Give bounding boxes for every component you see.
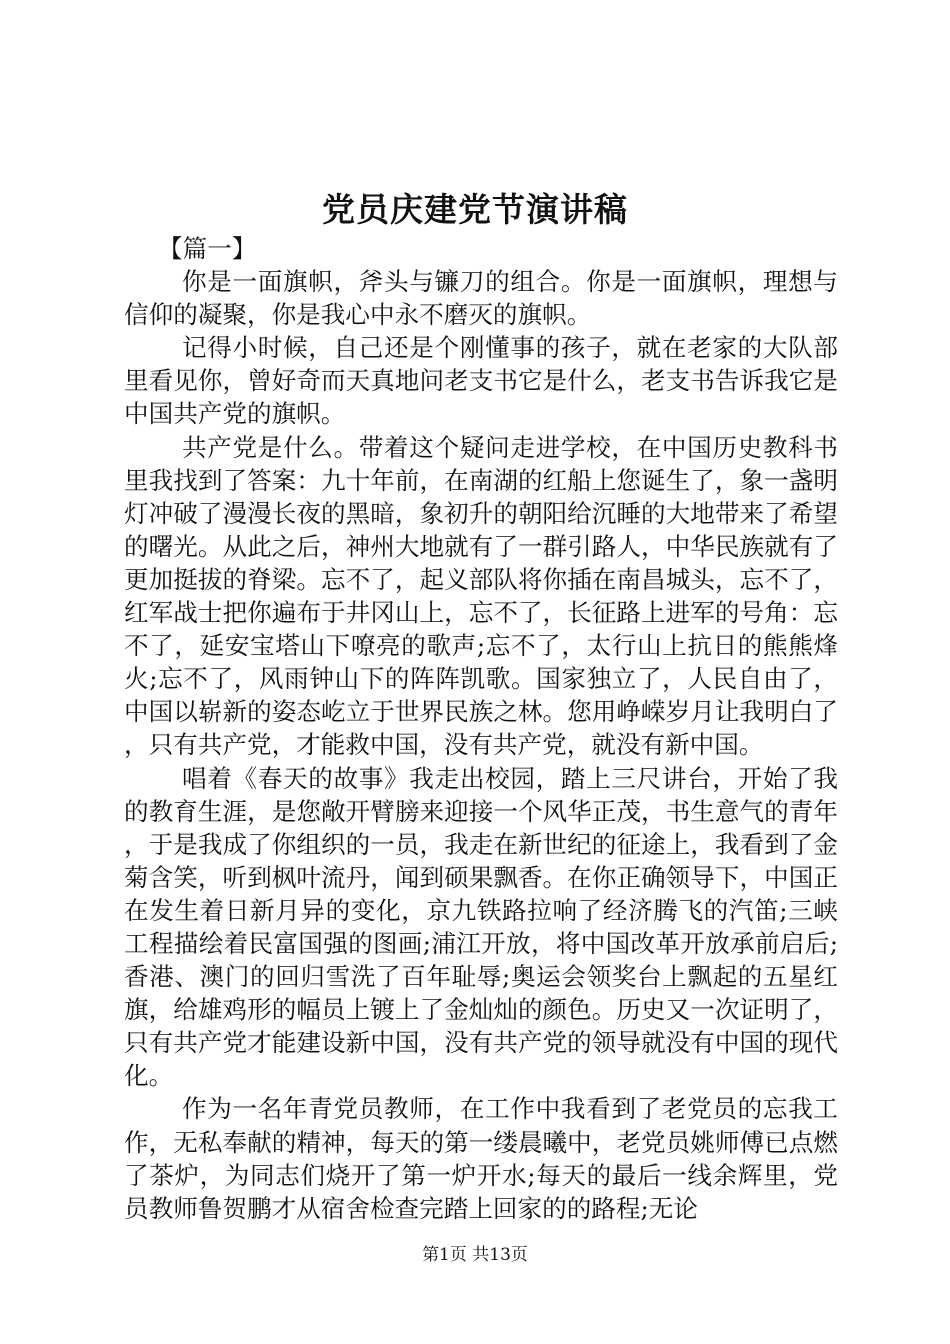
paragraph-1: 你是一面旗帜，斧头与镰刀的组合。你是一面旗帜，理想与信仰的凝聚，你是我心中永不磨灭的旗帜。 <box>124 267 838 330</box>
paragraph-5: 作为一名年青党员教师，在工作中我看到了老党员的忘我工作，无私奉献的精神，每天的第一缕晨曦中，老党员姚师傅已点燃了茶炉，为同志们烧开了第一炉开水;每天的最后一线余辉里，党员教师鲁贺鹏才从宿舍检查完踏上回家的的路程;无论 <box>124 1094 838 1223</box>
document-body <box>124 232 838 1225</box>
page-number-footer: 第1页 共13页 <box>422 1245 528 1265</box>
page-title: 党员庆建党节演讲稿 <box>322 190 628 229</box>
paragraph-3: 共产党是什么。带着这个疑问走进学校，在中国历史教科书里我找到了答案：九十年前，在南湖的红船上您诞生了，象一盏明灯冲破了漫漫长夜的黑暗，象初升的朝阳给沉睡的大地带来了希望的曙光。从此之后，神州大地就有了一群引路人，中华民族就有了更加挺拔的脊梁。忘不了，起义部队将你插在南昌城头，忘不了，红军战士把你遍布于井冈山上，忘不了，长征路上进军的号角：忘不了，延安宝塔山下嘹亮的歌声;忘不了，太行山上抗日的熊熊烽火;忘不了，风雨钟山下的阵阵凯歌。国家独立了，人民自由了，中国以崭新的姿态屹立于世界民族之林。您用峥嵘岁月让我明白了，只有共产党，才能救中国，没有共产党，就没有新中国。 <box>124 432 838 760</box>
section-heading: 【篇一】 <box>158 234 257 263</box>
paragraph-4: 唱着《春天的故事》我走出校园，踏上三尺讲台，开始了我的教育生涯，是您敞开臂膀来迎接一个风华正茂，书生意气的青年，于是我成了你组织的一员，我走在新世纪的征途上，我看到了金菊含笑，听到枫叶流丹，闻到硕果飘香。在你正确领导下，中国正在发生着日新月异的变化，京九铁路拉响了经济腾飞的汽笛;三峡工程描绘着民富国强的图画;浦江开放，将中国改革开放承前启后;香港、澳门的回归雪洗了百年耻辱;奥运会领奖台上飘起的五星红旗，给雄鸡形的幅员上镀上了金灿灿的颜色。历史又一次证明了，只有共产党才能建设新中国，没有共产党的领导就没有中国的现代化。 <box>124 763 838 1091</box>
paragraph-2: 记得小时候，自己还是个刚懂事的孩子，就在老家的大队部里看见你，曾好奇而天真地问老支书它是什么，老支书告诉我它是中国共产党的旗帜。 <box>124 333 838 429</box>
